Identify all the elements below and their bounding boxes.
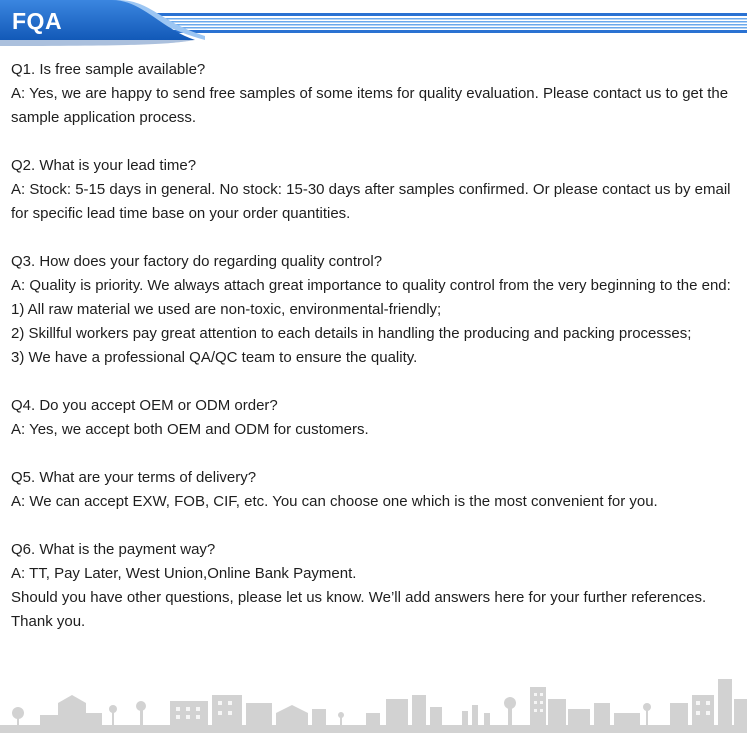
faq-answer-line: A: TT, Pay Later, West Union,Online Bank Payment. (11, 565, 357, 582)
faq-answer-line: A: Yes, we accept both OEM and ODM for customers. (11, 421, 369, 438)
faq-question: Q3. How does your factory do regarding quality control? (11, 253, 383, 270)
page-title: FQA (12, 8, 63, 34)
faq-answer-line: 3) We have a professional QA/QC team to ensure the quality. (11, 349, 418, 366)
faq-item (11, 394, 736, 442)
faq-item (11, 538, 736, 634)
faq-item (11, 58, 736, 130)
faq-answer-line: A: Yes, we are happy to send free samples of some items for quality evaluation. Please contact us to get the sample application process. (11, 85, 729, 126)
faq-question: Q6. What is the payment way? (11, 541, 216, 558)
faq-list (11, 58, 736, 634)
faq-question: Q2. What is your lead time? (11, 157, 197, 174)
faq-question: Q5. What are your terms of delivery? (11, 469, 257, 486)
faq-answer-line: A: Stock: 5-15 days in general. No stock: 15-30 days after samples confirmed. Or please contact us by email for specific lead time base on your order quantities. (11, 181, 731, 222)
faq-answer-line: 1) All raw material we used are non-toxic, environmental-friendly; (11, 301, 442, 318)
faq-answer-line: Should you have other questions, please let us know. We’ll add answers here for your further references. Thank you. (11, 589, 707, 630)
faq-item (11, 250, 736, 370)
faq-answer-line: 2) Skillful workers pay great attention to each details in handling the producing and packing processes; (11, 325, 692, 342)
faq-answer-line: A: We can accept EXW, FOB, CIF, etc. You can choose one which is the most convenient for you. (11, 493, 658, 510)
banner-stripes (150, 13, 747, 33)
faq-banner (0, 0, 747, 46)
banner-graphic (0, 0, 747, 46)
city-skyline-icon (0, 673, 747, 733)
faq-item (11, 154, 736, 226)
faq-item (11, 466, 736, 514)
faq-answer-line: A: Quality is priority. We always attach great importance to quality control from the very beginning to the end: (11, 277, 731, 294)
faq-question: Q1. Is free sample available? (11, 61, 206, 78)
faq-question: Q4. Do you accept OEM or ODM order? (11, 397, 278, 414)
